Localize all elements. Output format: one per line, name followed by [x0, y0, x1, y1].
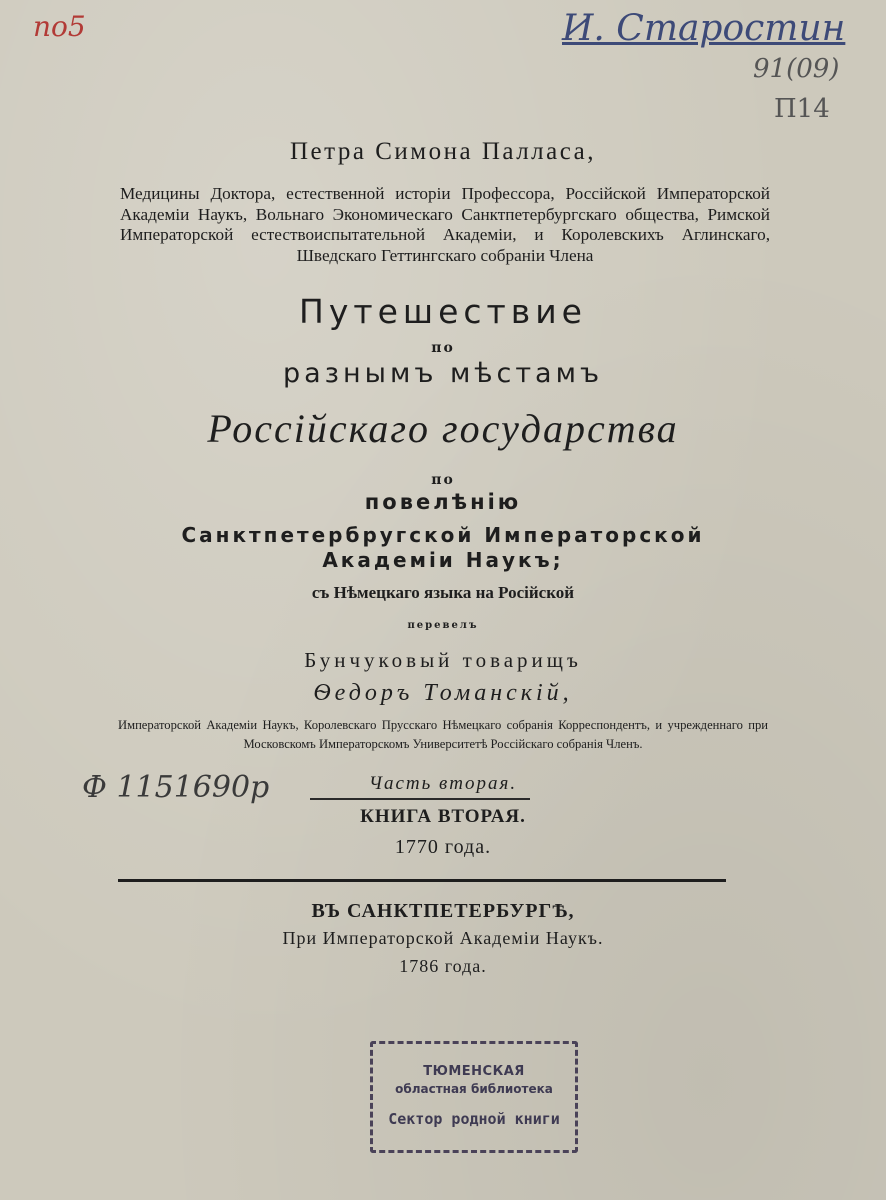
book-number: КНИГА ВТОРАЯ. [360, 806, 526, 827]
by-command: повелѣнію [364, 490, 522, 514]
preposition-po-1: по [431, 340, 455, 356]
preposition-po-2: по [431, 472, 455, 488]
academy-line-1: Санктпетербругской Императорской [181, 523, 705, 547]
handwritten-mark-top-left: no5 [33, 10, 86, 43]
shelf-code-2: П14 [774, 94, 830, 124]
inventory-number: Ф 1151690р [82, 770, 270, 805]
travel-year: 1770 года. [394, 836, 492, 858]
part-underline [310, 798, 530, 800]
translator-rank: Бунчуковый товарищъ [304, 648, 582, 672]
translator-name: Ѳедоръ Томанскій, [313, 680, 573, 706]
stamp-line-2: областная библиотека [395, 1082, 553, 1096]
stamp-line-3: Сектор родной книги [388, 1110, 560, 1128]
divider-rule [118, 879, 726, 882]
academy-line-2: Академіи Наукъ; [322, 548, 564, 572]
stamp-line-1: ТЮМЕНСКАЯ [423, 1064, 525, 1079]
author-name: Петра Симона Палласа, [290, 138, 596, 165]
part-number: Часть вторая. [368, 773, 518, 794]
handwritten-signature: И. Старостин [562, 8, 846, 49]
title-travel: Путешествие [299, 292, 587, 331]
translated-by: перевелъ [407, 620, 479, 631]
title-state: Россійскаго государства [207, 406, 679, 451]
title-places: разнымъ мѣстамъ [282, 358, 604, 389]
translation-language: съ Нѣмецкаго языка на Російской [311, 583, 575, 602]
library-stamp [370, 1041, 578, 1153]
author-credentials: Медицины Доктора, естественной исторіи Профессора, Россійской Императорской Академіи Наукъ, Вольнаго Экономическаго Санктпетербургскаго общества, Римской Императорской естествоиспытательной Академіи, и Королевскихъ Аглинскаго, Шведскаго Геттингскаго собраніи Члена [120, 184, 770, 265]
imprint-press: При Императорской Академіи Наукъ. [282, 928, 604, 948]
shelf-code-1: 91(09) [753, 54, 840, 84]
imprint-year: 1786 года. [399, 956, 487, 976]
imprint-city: ВЪ САНКТПЕТЕРБУРГѢ, [311, 900, 575, 922]
translator-affiliations: Императорской Академіи Наукъ, Королевскаго Прусскаго Нѣмецкаго собранія Корреспондентъ, и учрежденнаго при Московскомъ Императорскомъ Университетѣ Россійскаго собранія Членъ. [118, 718, 768, 751]
